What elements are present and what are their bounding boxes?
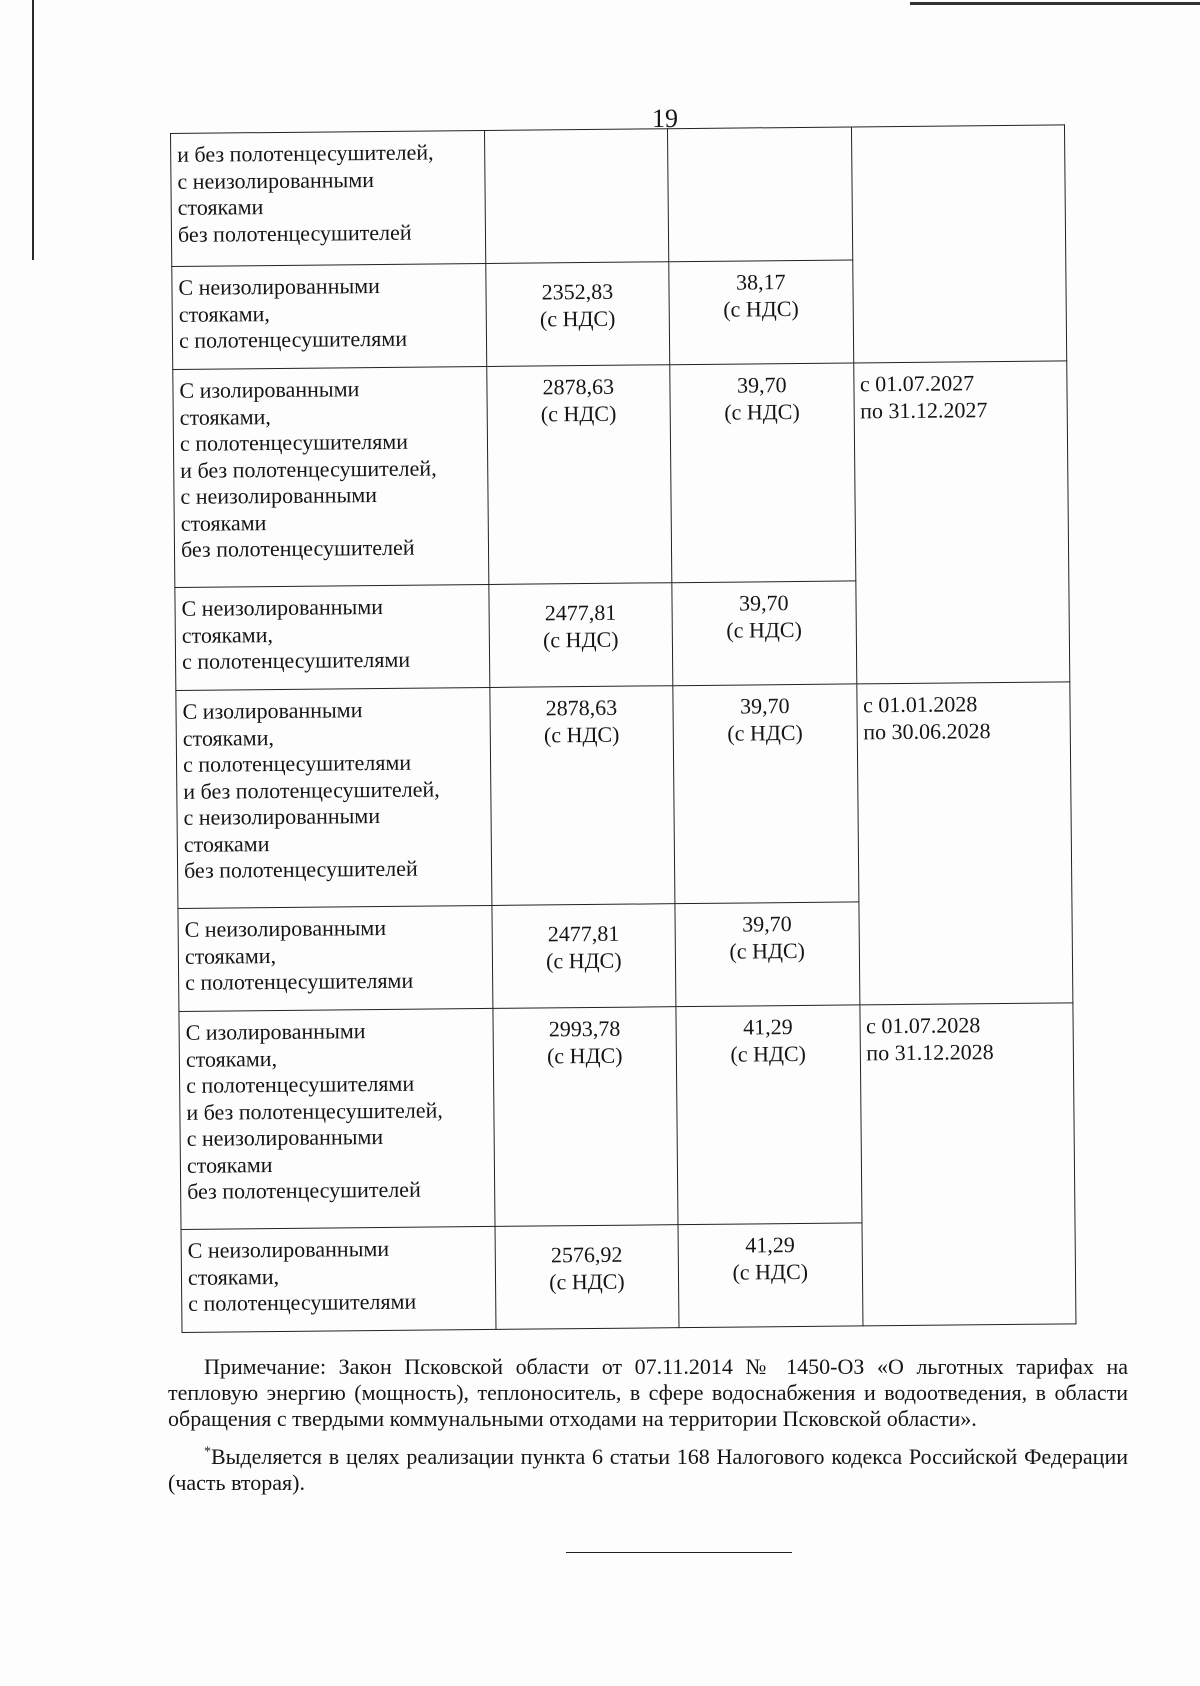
vat-label: (с НДС) bbox=[540, 400, 617, 426]
description-cell bbox=[171, 130, 486, 266]
vat-label: (с НДС) bbox=[732, 1258, 809, 1285]
description-line: стояками, bbox=[184, 942, 277, 969]
description-line: С неизолированными bbox=[181, 593, 384, 621]
description-line: с полотенцесушителями bbox=[179, 428, 409, 456]
component-cell bbox=[676, 1005, 861, 1225]
vat-label: (с НДС) bbox=[723, 295, 799, 322]
description-line: стояками, bbox=[178, 300, 270, 327]
description-line: и без полотенцесушителей, bbox=[177, 139, 434, 167]
vat-label: (с НДС) bbox=[549, 1268, 625, 1294]
description-line: с полотенцесушителями bbox=[181, 646, 411, 674]
description-cell bbox=[179, 1008, 495, 1229]
tariff-table-body bbox=[171, 125, 1076, 1333]
component-cell bbox=[675, 902, 859, 1007]
description-line: с неизолированными bbox=[180, 482, 378, 509]
price-cell bbox=[484, 129, 669, 264]
component-cell bbox=[668, 127, 853, 262]
description-line: с полотенцесушителями bbox=[185, 967, 414, 995]
description-cell bbox=[173, 366, 489, 587]
footnote-text: Выделяется в целях реализации пункта 6 статьи 168 Налогового кодекса Российской Федерации (часть вторая). bbox=[168, 1444, 1128, 1495]
description-line: с неизолированными bbox=[177, 166, 375, 194]
footnote-paragraph bbox=[168, 1444, 1128, 1496]
price-value: 2878,63 bbox=[542, 373, 615, 400]
period-line: с 01.01.2028 bbox=[862, 691, 978, 718]
vat-label: (с НДС) bbox=[727, 719, 803, 746]
tariff-table bbox=[170, 124, 1076, 1333]
description-line: без полотенцесушителей bbox=[187, 1176, 421, 1204]
price-value: 2878,63 bbox=[545, 694, 618, 721]
vat-label: (с НДС) bbox=[724, 398, 800, 425]
period-cell bbox=[851, 125, 1067, 363]
description-line: без полотенцесушителей bbox=[180, 534, 415, 562]
price-cell bbox=[493, 1007, 678, 1227]
description-line: стояками bbox=[183, 830, 270, 857]
table-row-continuation bbox=[171, 125, 1066, 267]
price-cell bbox=[492, 904, 676, 1009]
price-cell bbox=[490, 686, 675, 906]
description-line: с неизолированными bbox=[186, 1124, 384, 1151]
table-row bbox=[176, 682, 1072, 909]
description-line: стояками, bbox=[182, 724, 275, 751]
component-value: 41,29 bbox=[745, 1232, 795, 1258]
vat-label: (с НДС) bbox=[545, 947, 622, 973]
price-value: 2477,81 bbox=[547, 920, 620, 947]
component-value: 39,70 bbox=[738, 590, 789, 616]
period-cell bbox=[853, 361, 1070, 684]
description-line: С неизолированными bbox=[178, 272, 380, 300]
description-line: С изолированными bbox=[182, 697, 363, 724]
description-cell bbox=[178, 905, 493, 1011]
description-line: и без полотенцесушителей, bbox=[186, 1096, 443, 1125]
component-value: 39,70 bbox=[739, 693, 790, 719]
description-line: стояками bbox=[180, 509, 267, 536]
period-line: по 31.12.2027 bbox=[860, 396, 988, 423]
scan-edge-top bbox=[910, 2, 1200, 5]
component-value: 39,70 bbox=[742, 911, 792, 937]
component-value: 41,29 bbox=[743, 1014, 793, 1040]
description-cell bbox=[175, 584, 490, 690]
price-value: 2477,81 bbox=[544, 599, 617, 626]
description-line: без полотенцесушителей bbox=[183, 855, 418, 883]
vat-label: (с НДС) bbox=[543, 721, 620, 747]
component-value: 38,17 bbox=[735, 269, 786, 295]
vat-label: (с НДС) bbox=[542, 626, 619, 652]
description-line: и без полотенцесушителей, bbox=[180, 454, 437, 483]
component-value: 39,70 bbox=[736, 372, 787, 398]
period-line: с 01.07.2027 bbox=[859, 370, 975, 397]
vat-label: (с НДС) bbox=[726, 616, 802, 643]
description-line: с полотенцесушителями bbox=[178, 325, 408, 353]
description-line: с полотенцесушителями bbox=[186, 1070, 415, 1098]
description-line: С неизолированными bbox=[184, 914, 387, 942]
period-cell bbox=[859, 1003, 1076, 1326]
price-cell bbox=[495, 1225, 679, 1330]
table-row bbox=[179, 1003, 1075, 1230]
notes-block bbox=[168, 1354, 1128, 1496]
description-line: стояками, bbox=[179, 403, 271, 430]
vat-label: (с НДС) bbox=[729, 937, 806, 964]
period-cell bbox=[856, 682, 1073, 1005]
component-cell bbox=[678, 1223, 862, 1328]
description-line: стояками, bbox=[187, 1263, 280, 1290]
price-value: 2576,92 bbox=[550, 1241, 623, 1268]
description-line: и без полотенцесушителей, bbox=[183, 775, 440, 804]
table-row bbox=[173, 361, 1069, 588]
closing-rule bbox=[566, 1552, 792, 1553]
price-value: 2352,83 bbox=[541, 278, 614, 305]
description-line: стояками, bbox=[185, 1045, 278, 1072]
description-cell bbox=[172, 263, 487, 369]
vat-label: (с НДС) bbox=[730, 1040, 807, 1067]
description-line: С неизолированными bbox=[187, 1235, 390, 1263]
note-paragraph: Примечание: Закон Псковской области от 07.11.2014 № 1450-ОЗ «О льготных тарифах на тепловую энергию (мощность), теплоноситель, в сфере водоснабжения и водоотведения, в области обращения с твердыми коммунальными отходами на территории Псковской области». bbox=[168, 1354, 1128, 1431]
description-line: без полотенцесушителей bbox=[177, 219, 412, 247]
component-cell bbox=[670, 363, 855, 583]
component-cell bbox=[672, 581, 856, 686]
description-line: с полотенцесушителями bbox=[182, 749, 412, 777]
description-line: С изолированными bbox=[185, 1018, 366, 1045]
price-cell bbox=[486, 365, 671, 585]
description-line: с полотенцесушителями bbox=[188, 1288, 417, 1316]
vat-label: (с НДС) bbox=[539, 305, 616, 331]
footnote-mark: * bbox=[204, 1444, 211, 1460]
description-line: С изолированными bbox=[179, 376, 360, 403]
description-cell bbox=[176, 687, 492, 908]
period-line: с 01.07.2028 bbox=[865, 1012, 981, 1039]
price-cell bbox=[485, 262, 669, 367]
period-line: по 30.06.2028 bbox=[863, 717, 991, 744]
period-line: по 31.12.2028 bbox=[866, 1038, 994, 1065]
vat-label: (с НДС) bbox=[546, 1042, 623, 1068]
component-cell bbox=[669, 260, 853, 365]
description-line: с неизолированными bbox=[183, 803, 381, 830]
description-line: стояками bbox=[186, 1151, 273, 1178]
price-value: 2993,78 bbox=[548, 1015, 621, 1042]
page-number: 19 bbox=[652, 104, 678, 133]
component-cell bbox=[673, 684, 858, 904]
description-line: стояками, bbox=[181, 621, 274, 648]
description-cell bbox=[181, 1226, 496, 1332]
description-line: стояками bbox=[177, 194, 264, 220]
price-cell bbox=[489, 583, 673, 688]
